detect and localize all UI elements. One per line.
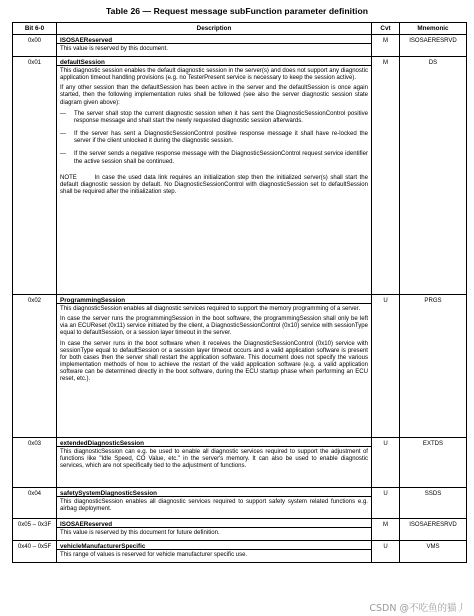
header-description: Description — [57, 23, 372, 35]
description-text: This value is reserved by this document. — [60, 46, 168, 52]
parameter-name: ProgrammingSession — [57, 295, 371, 304]
mnemonic-value: DS — [400, 57, 467, 295]
dash-glyph: — — [60, 131, 67, 138]
cvt-value: U — [372, 488, 400, 519]
description-cell — [57, 541, 372, 563]
bit-value: 0x02 — [13, 295, 57, 438]
list-item — [60, 111, 368, 125]
cvt-value: M — [372, 519, 400, 541]
parameter-name: ISOSAEReserved — [57, 35, 371, 44]
cvt-value: M — [372, 57, 400, 295]
table-caption: Table 26 — Request message subFunction parameter definition — [105, 6, 369, 16]
parameter-name: extendedDiagnosticSession — [57, 438, 371, 447]
cvt-value: U — [372, 438, 400, 488]
description-text: This range of values is reserved for vehicle manufacturer specific use. — [60, 552, 248, 558]
table-header-row — [13, 23, 467, 35]
dash-glyph: — — [60, 110, 67, 117]
bit-value: 0x01 — [13, 57, 57, 295]
dash-glyph: — — [60, 151, 67, 158]
table-row — [13, 57, 467, 295]
description-text: This value is reserved by this document for future definition. — [60, 530, 220, 536]
description-cell — [57, 295, 372, 438]
list-item — [60, 131, 368, 145]
mnemonic-value: VMS — [400, 541, 467, 563]
table-row — [13, 541, 467, 563]
parameter-name: ISOSAEReserved — [57, 519, 371, 528]
description-cell — [57, 57, 372, 295]
mnemonic-value: ISOSAERESRVD — [400, 519, 467, 541]
bit-value: 0x04 — [13, 488, 57, 519]
subfunction-table — [12, 22, 467, 563]
header-bit: Bit 6-0 — [13, 23, 57, 35]
note-text: NOTE In case the used data link requires an initialization step then the initialized server(s) shall start the default diagnostic session by default. No DiagnosticSessionControl with diagnosticSession set to defaultSession shall be required after the initialization step. — [60, 174, 370, 196]
watermark-text: CSDN @不吃鱼的猫丿 — [369, 600, 466, 614]
header-mnemonic: Mnemonic — [400, 23, 467, 35]
table-row — [13, 519, 467, 541]
description-text: In case the server runs in the boot software when it receives the DiagnosticSessionControl (0x10) service with sessionType equal to defaultSession or a session layer timeout occurs and a valid application software is present for both cases then the server shall restart the application software. This document does not specify the various implementation methods of how to achieve the restart of the valid application software (e.g. a valid application software can be determined directly in the boot software, during the ECU startup phase when performing an ECU reset, etc.). — [60, 340, 368, 383]
bit-value: 0x05 – 0x3F — [13, 519, 57, 541]
description-text: If any other session than the defaultSession has been active in the server and the defaultSession is once again started, then the following implementation rules shall be followed (see also the server diagnostic session state diagram given above): — [60, 85, 368, 106]
cvt-value: U — [372, 541, 400, 563]
mnemonic-value: SSDS — [400, 488, 467, 519]
header-cvt: Cvt — [372, 23, 400, 35]
table-row — [13, 35, 467, 57]
description-cell — [57, 519, 372, 541]
table-row — [13, 295, 467, 438]
description-cell — [57, 438, 372, 488]
description-cell — [57, 488, 372, 519]
bullet-text: If the server sends a negative response message with the DiagnosticSessionControl request service identifier the active session shall be continued. — [74, 151, 368, 165]
cvt-value: M — [372, 35, 400, 57]
parameter-name: safetySystemDiagnosticSession — [57, 488, 371, 497]
mnemonic-value: ISOSAERESRVD — [400, 35, 467, 57]
mnemonic-value: PRGS — [400, 295, 467, 438]
parameter-name: defaultSession — [57, 57, 371, 66]
description-cell — [57, 35, 372, 57]
parameter-name: vehicleManufacturerSpecific — [57, 541, 371, 550]
cvt-value: U — [372, 295, 400, 438]
description-text: This diagnosticSession enables all diagnostic services required to support safety system related functions e.g. airbag deployment. — [60, 499, 368, 513]
bit-value: 0x00 — [13, 35, 57, 57]
list-item — [60, 151, 368, 165]
bullet-text: If the server has sent a DiagnosticSessionControl positive response message it shall have re-locked the server if the client unlocked it during the diagnostic session. — [74, 131, 368, 145]
bullet-text: The server shall stop the current diagnostic session when it has sent the DiagnosticSessionControl positive response message and shall start the newly requested diagnostic session afterwards. — [74, 110, 368, 124]
description-text: This diagnostic session enables the default diagnostic session in the server(s) and does not support any diagnostic application timeout handling provisions (e.g. no TesterPresent service is necessary to keep the session active). — [60, 68, 368, 82]
description-text: This diagnosticSession can e.g. be used to enable all diagnostic services required to support the adjustment of functions like "Idle Speed, CO Value, etc." in the server's memory. It can also be used to enable diagnostic services, which are not specifically tied to the adjustment of functions. — [60, 449, 368, 470]
table-row — [13, 488, 467, 519]
mnemonic-value: EXTDS — [400, 438, 467, 488]
description-text: This diagnosticSession enables all diagnostic services required to support the memory programming of a server. — [60, 306, 361, 312]
description-text: In case the server runs the programmingSession in the boot software, the programmingSession shall only be left via an ECUReset (0x11) service initiated by the client, a DiagnosticSessionControl (0x10) service with sessionType equal to defaultSession, or a session layer timeout in the server. — [60, 316, 368, 337]
bit-value: 0x40 – 0x5F — [13, 541, 57, 563]
table-row — [13, 438, 467, 488]
bit-value: 0x03 — [13, 438, 57, 488]
